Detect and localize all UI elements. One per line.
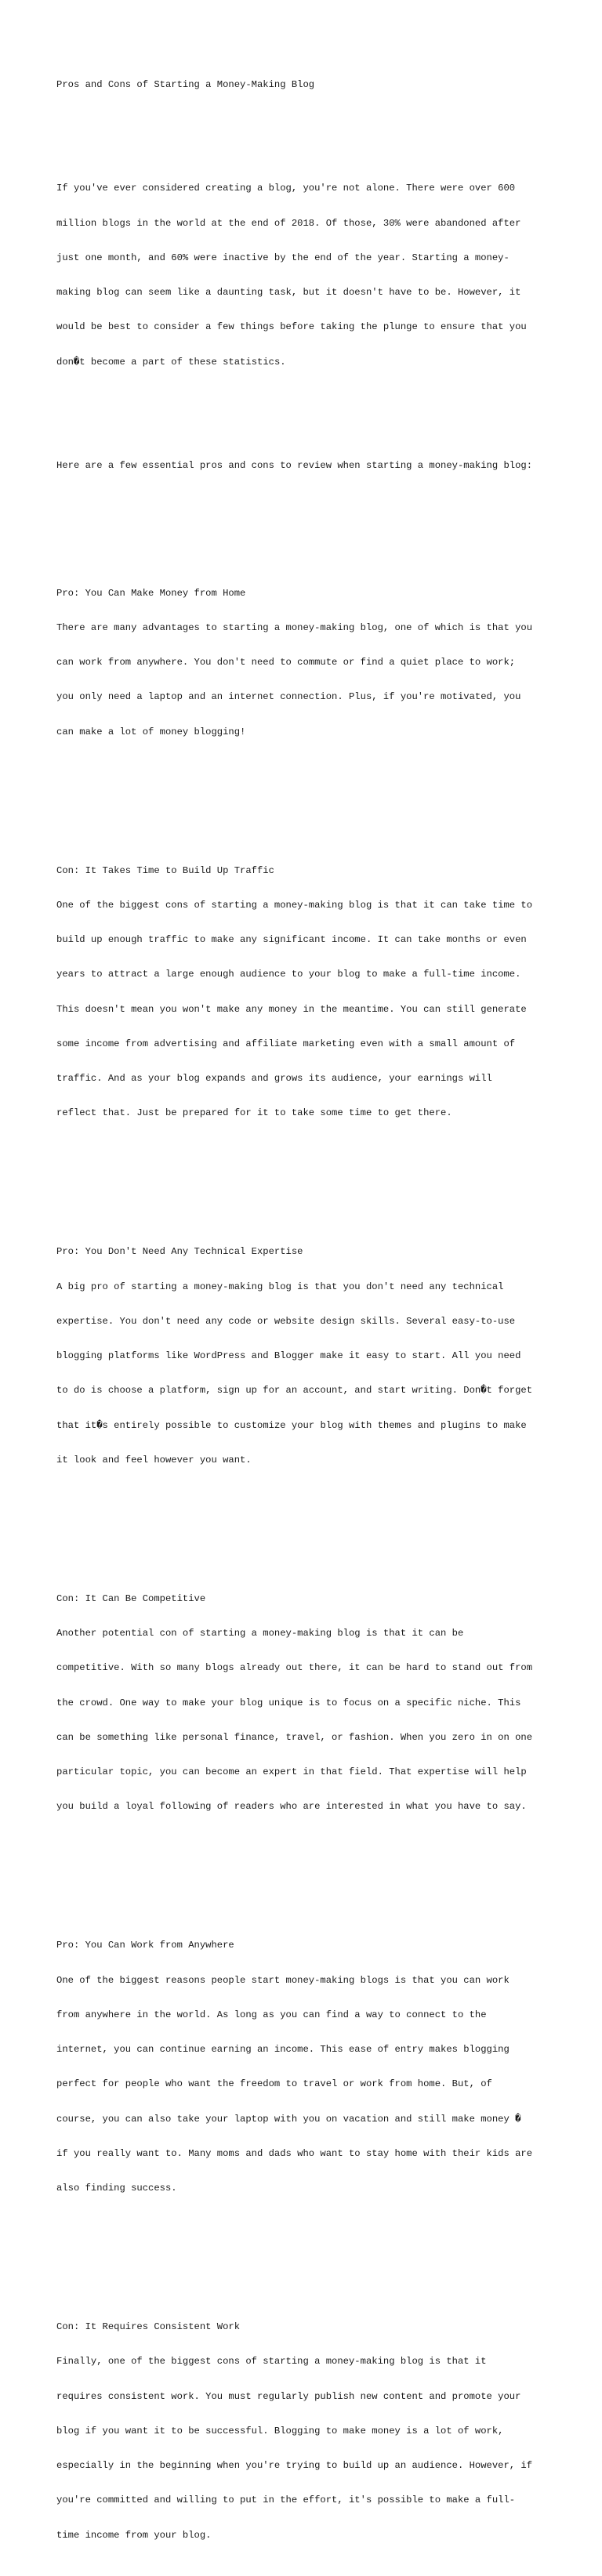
spacer — [56, 1513, 558, 1524]
section-line: Another potential con of starting a money-making blog is that it can be — [56, 1628, 464, 1639]
intro-line: million blogs in the world at the end of 2018. Of those, 30% were abandoned after — [56, 217, 521, 229]
section-line: also finding success. — [56, 2183, 177, 2194]
intro-line: don�t become a part of these statistics. — [56, 356, 286, 368]
intro-line: If you've ever considered creating a blog, you're not alone. There were over 600 — [56, 183, 516, 194]
spacer — [56, 414, 558, 426]
section-line: some income from advertising and affiliate marketing even with a small amount of — [56, 1038, 516, 1049]
section-line: can be something like personal finance, travel, or fashion. When you zero in on one — [56, 1731, 533, 1743]
section-line: if you really want to. Many moms and dads who want to stay home with their kids are — [56, 2147, 533, 2159]
spacer — [56, 114, 558, 125]
section-line: to do is choose a platform, sign up for an account, and start writing. Don�t forget — [56, 1385, 533, 1397]
section-con-consistent-work — [56, 2299, 558, 2564]
section-line: build up enough traffic to make any significant income. It can take months or even — [56, 934, 527, 945]
section-line: One of the biggest cons of starting a money-making blog is that it can take time to — [56, 899, 533, 911]
section-line: you build a loyal following of readers who are interested in what you have to say. — [56, 1801, 527, 1813]
section-line: One of the biggest reasons people start money-making blogs is that you can work — [56, 1974, 510, 1986]
section-pro-work-from-anywhere — [56, 1917, 558, 2218]
section-line: can make a lot of money blogging! — [56, 726, 246, 737]
section-pro-no-technical-expertise — [56, 1223, 558, 1489]
section-heading: Pro: You Can Work from Anywhere — [56, 1940, 234, 1951]
section-line: requires consistent work. You must regularly publish new content and promote your — [56, 2390, 521, 2402]
section-line: This doesn't mean you won't make any money in the meantime. You can still generate — [56, 1003, 527, 1015]
intro-line: would be best to consider a few things before taking the plunge to ensure that you — [56, 321, 527, 333]
section-line: from anywhere in the world. As long as you can find a way to connect to the — [56, 2009, 487, 2020]
section-line: blogging platforms like WordPress and Blogger make it easy to start. All you need — [56, 1350, 521, 1361]
section-line: you're committed and willing to put in the effort, it's possible to make a full- — [56, 2494, 516, 2506]
section-line: traffic. And as your blog expands and grows its audience, your earnings will — [56, 1073, 492, 1084]
section-line: especially in the beginning when you're trying to build up an audience. However, if — [56, 2460, 533, 2471]
section-line: time income from your blog. — [56, 2529, 212, 2541]
section-line: that it�s entirely possible to customize your blog with themes and plugins to make — [56, 1419, 527, 1431]
section-line: perfect for people who want the freedom to travel or work from home. But, of — [56, 2078, 492, 2090]
spacer — [56, 495, 558, 519]
section-line: internet, you can continue earning an income. This ease of entry makes blogging — [56, 2044, 510, 2055]
section-line: There are many advantages to starting a money-making blog, one of which is that you — [56, 621, 533, 633]
section-line: reflect that. Just be prepared for it to take some time to get there. — [56, 1107, 452, 1119]
section-pro-make-money-from-home — [56, 564, 558, 761]
section-line: can work from anywhere. You don't need to commute or find a quiet place to work; — [56, 657, 516, 668]
section-line: blog if you want it to be successful. Blogging to make money is a lot of work, — [56, 2425, 504, 2437]
spacer — [56, 2241, 558, 2252]
spacer — [56, 784, 558, 795]
section-line: years to attract a large enough audience to your blog to make a full-time income. — [56, 969, 521, 980]
document-page — [56, 56, 558, 2576]
section-line: competitive. With so many blogs already out there, it can be hard to stand out from — [56, 1662, 533, 1674]
section-heading: Pro: You Can Make Money from Home — [56, 587, 246, 599]
document-title: Pros and Cons of Starting a Money-Making Blog — [56, 78, 315, 90]
section-line: particular topic, you can become an expert in that field. That expertise will help — [56, 1766, 527, 1777]
section-line: expertise. You don't need any code or website design skills. Several easy-to-use — [56, 1315, 516, 1327]
section-line: the crowd. One way to make your blog unique is to focus on a specific niche. This — [56, 1697, 521, 1708]
section-heading: Con: It Requires Consistent Work — [56, 2321, 241, 2332]
section-line: Finally, one of the biggest cons of starting a money-making blog is that it — [56, 2356, 487, 2368]
section-heading: Pro: You Don't Need Any Technical Expertise — [56, 1246, 303, 1258]
section-line: A big pro of starting a money-making blog is that you don't need any technical — [56, 1281, 504, 1292]
spacer — [56, 1859, 558, 1871]
section-heading: Con: It Takes Time to Build Up Traffic — [56, 864, 274, 876]
section-line: it look and feel however you want. — [56, 1454, 252, 1466]
section-line: you only need a laptop and an internet connection. Plus, if you're motivated, you — [56, 691, 521, 703]
intro-line: just one month, and 60% were inactive by the end of the year. Starting a money- — [56, 252, 510, 263]
section-con-build-up-traffic — [56, 842, 558, 1143]
intro-line: making blog can seem like a daunting task, but it doesn't have to be. However, it — [56, 287, 521, 298]
section-heading: Con: It Can Be Competitive — [56, 1592, 206, 1604]
lead-in-text: Here are a few essential pros and cons to review when starting a money-making blog: — [56, 460, 533, 472]
section-con-competitive — [56, 1570, 558, 1835]
section-line: course, you can also take your laptop with you on vacation and still make money � — [56, 2113, 521, 2125]
spacer — [56, 1165, 558, 1177]
intro-paragraph — [56, 160, 558, 391]
